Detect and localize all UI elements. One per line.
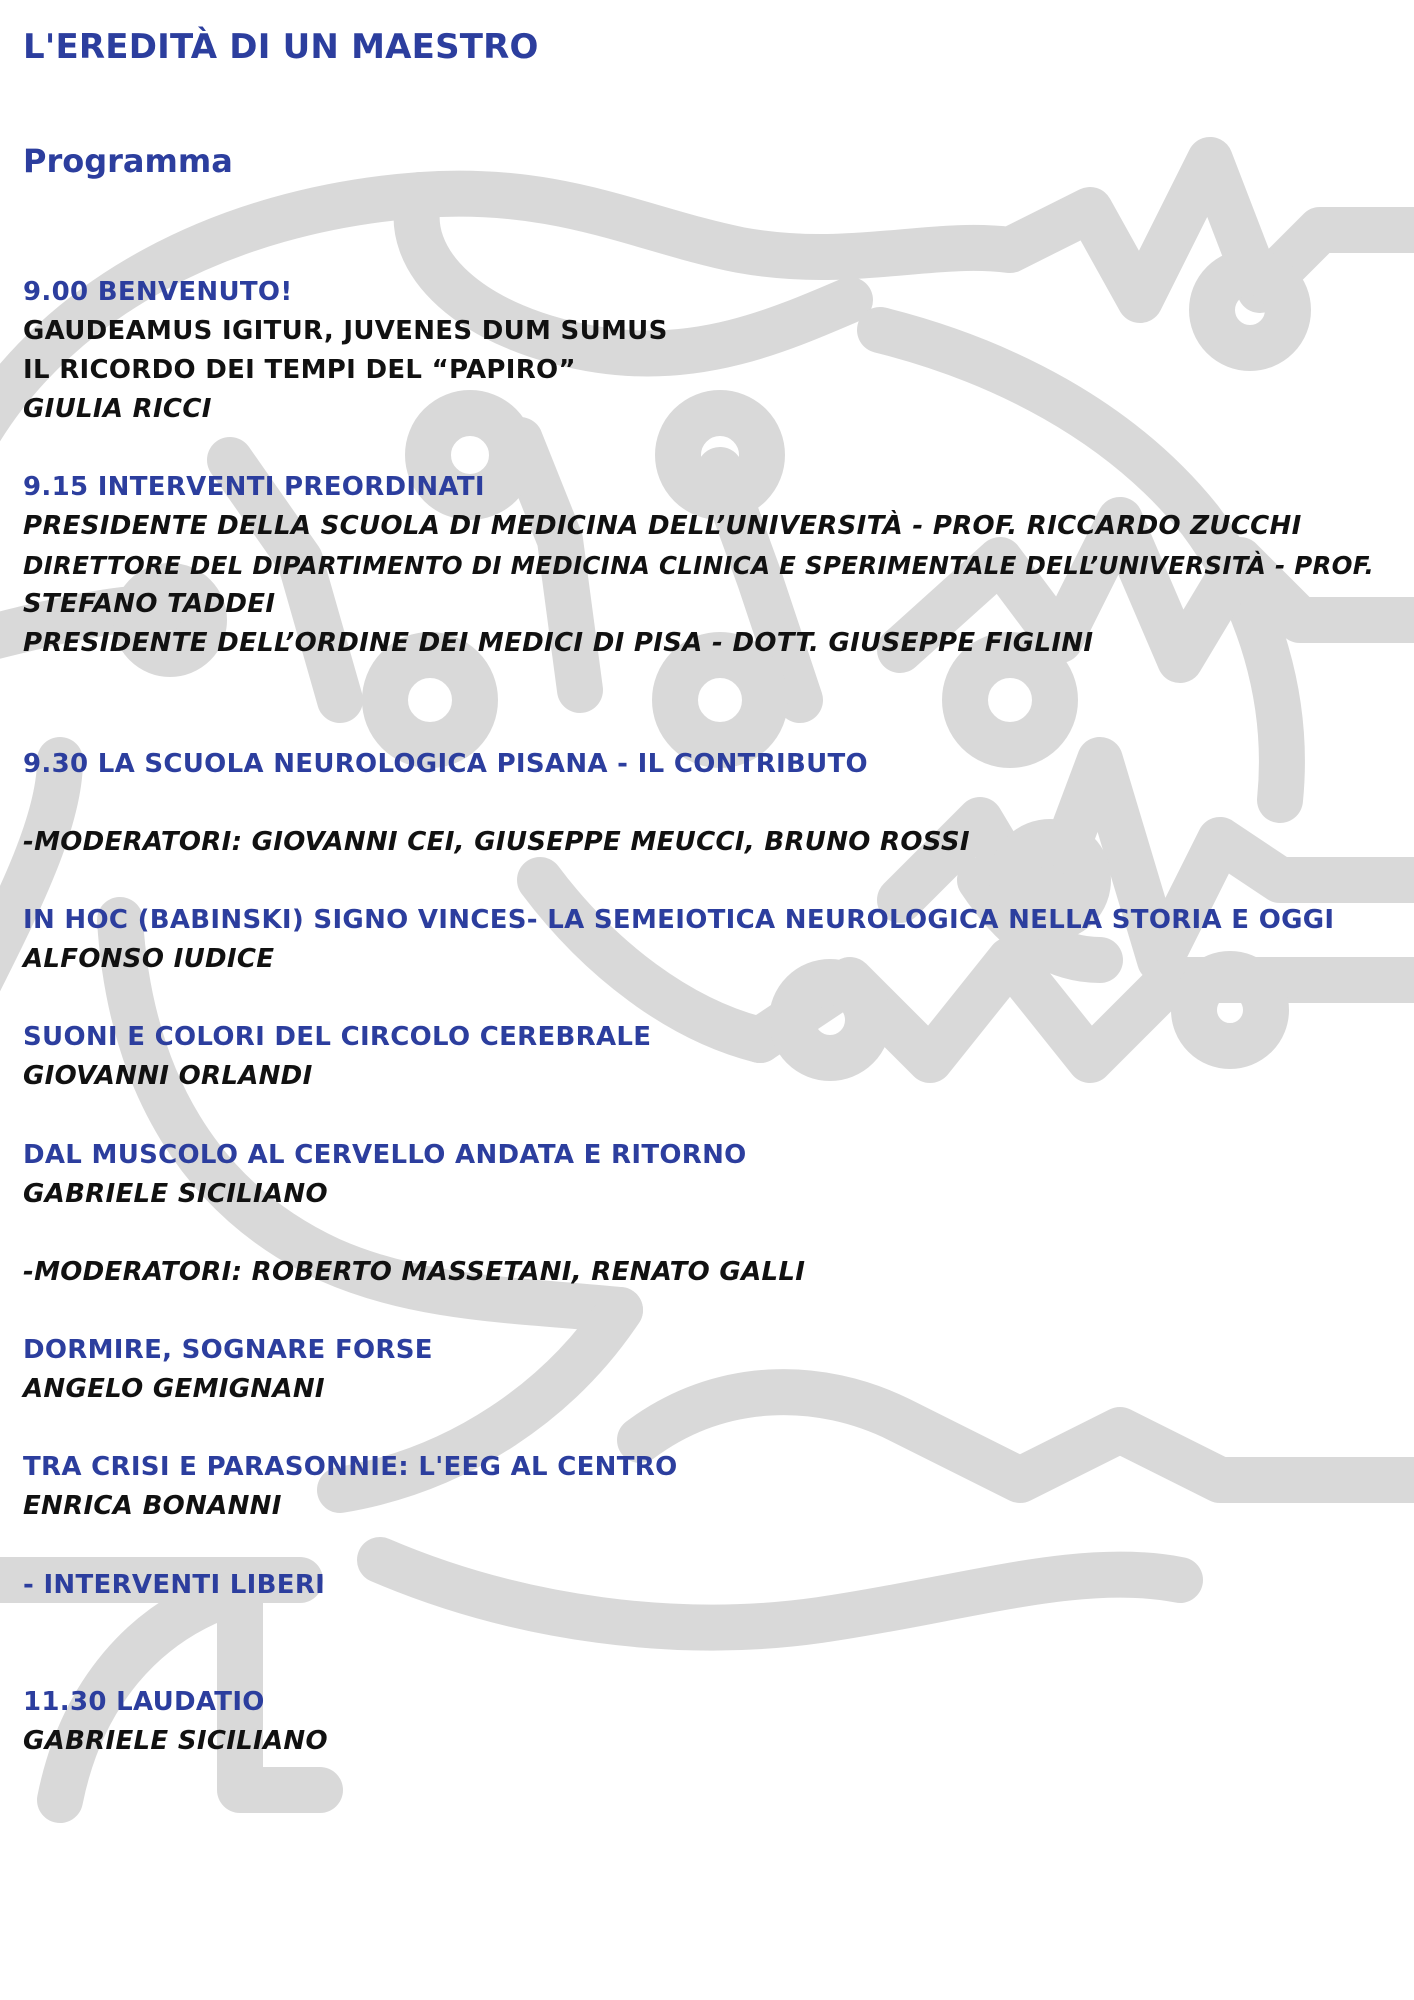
speaker-role: STEFANO TADDEI (23, 589, 276, 619)
talk-title: IN HOC (BABINSKI) SIGNO VINCES- LA SEMEIOTICA NEUROLOGICA NELLA STORIA E OGGI (23, 905, 1335, 935)
talk-title: DORMIRE, SOGNARE FORSE (23, 1335, 433, 1365)
section-heading: Programma (23, 142, 233, 180)
speaker-name: GABRIELE SICILIANO (23, 1726, 328, 1756)
speaker-role: PRESIDENTE DELLA SCUOLA DI MEDICINA DELL’UNIVERSITÀ - PROF. RICCARDO ZUCCHI (23, 511, 1302, 541)
free-talks: - INTERVENTI LIBERI (23, 1570, 326, 1600)
session-time-title: 11.30 LAUDATIO (23, 1687, 265, 1717)
talk-title: SUONI E COLORI DEL CIRCOLO CEREBRALE (23, 1022, 652, 1052)
speaker-name: ANGELO GEMIGNANI (23, 1374, 325, 1404)
talk-title: TRA CRISI E PARASONNIE: L'EEG AL CENTRO (23, 1452, 678, 1482)
document-title: L'EREDITÀ DI UN MAESTRO (23, 27, 539, 67)
talk-title: DAL MUSCOLO AL CERVELLO ANDATA E RITORNO (23, 1140, 747, 1170)
moderators: -MODERATORI: GIOVANNI CEI, GIUSEPPE MEUCCI, BRUNO ROSSI (23, 827, 970, 857)
moderators: -MODERATORI: ROBERTO MASSETANI, RENATO GALLI (23, 1257, 806, 1287)
session-time-title: 9.30 LA SCUOLA NEUROLOGICA PISANA - IL CONTRIBUTO (23, 749, 868, 779)
session-time-title: 9.15 INTERVENTI PREORDINATI (23, 472, 485, 502)
session-subtitle: IL RICORDO DEI TEMPI DEL “PAPIRO” (23, 355, 576, 385)
speaker-name: ALFONSO IUDICE (23, 944, 275, 974)
session-subtitle: GAUDEAMUS IGITUR, JUVENES DUM SUMUS (23, 316, 668, 346)
speaker-role: DIRETTORE DEL DIPARTIMENTO DI MEDICINA CLINICA E SPERIMENTALE DELL’UNIVERSITÀ - PROF. (23, 551, 1375, 580)
speaker-role: PRESIDENTE DELL’ORDINE DEI MEDICI DI PISA - DOTT. GIUSEPPE FIGLINI (23, 628, 1094, 658)
speaker-name: ENRICA BONANNI (23, 1491, 282, 1521)
speaker-name: GIULIA RICCI (23, 394, 212, 424)
speaker-name: GABRIELE SICILIANO (23, 1179, 328, 1209)
session-time-title: 9.00 BENVENUTO! (23, 277, 293, 307)
speaker-name: GIOVANNI ORLANDI (23, 1061, 313, 1091)
